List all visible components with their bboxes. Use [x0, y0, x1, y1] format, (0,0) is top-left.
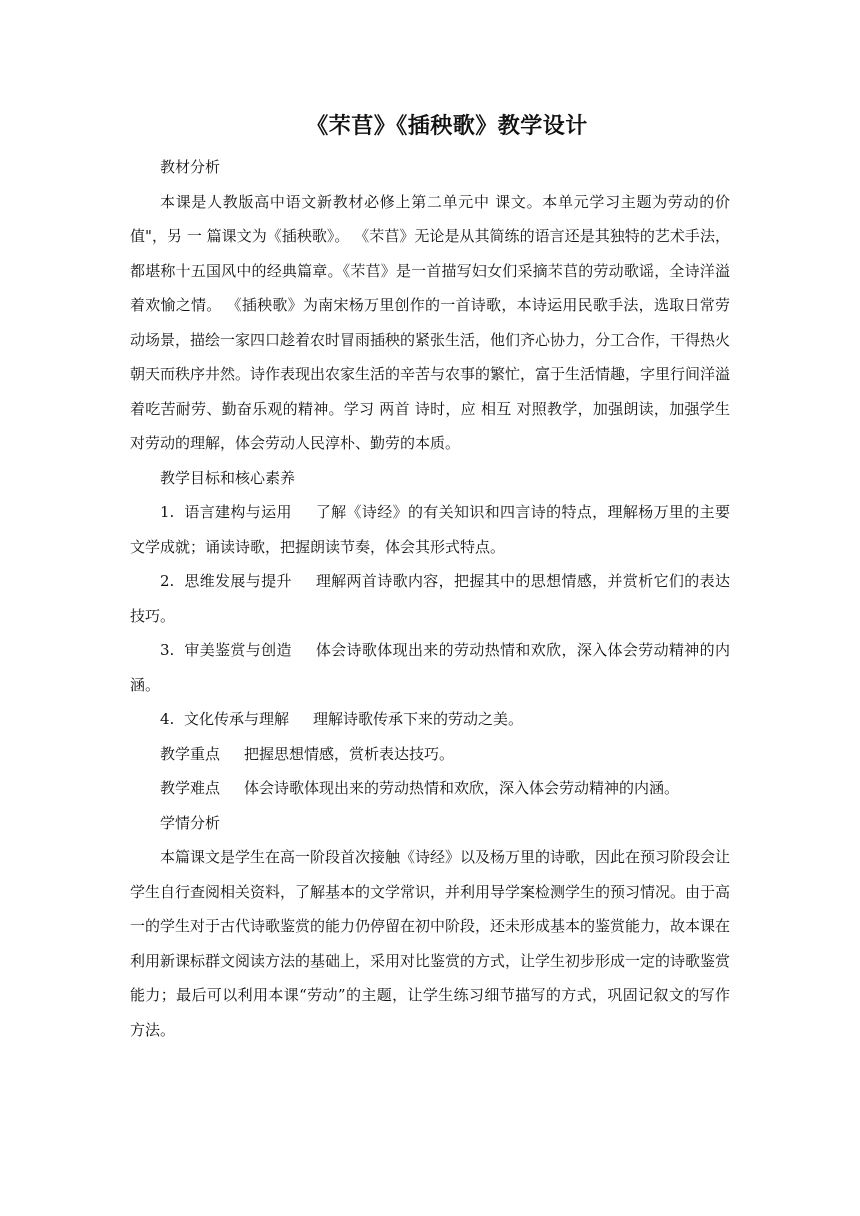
goal-item-3: [130, 633, 730, 702]
document-body: [130, 110, 730, 1047]
goal-item-2: [130, 564, 730, 633]
key-point: [130, 737, 730, 772]
goal-item-1: [130, 495, 730, 564]
goal-label: 审美鉴赏与创造: [184, 641, 292, 659]
goal-text: 理解两首诗歌内容，把握其中的思想情感，并赏析它们的表达技巧。: [130, 572, 730, 625]
goal-item-4: [130, 702, 730, 737]
goal-label: 文化传承与理解: [184, 710, 290, 728]
goal-label: 语言建构与运用: [184, 503, 292, 521]
paragraph-material: 本课是人教版高中语文新教材必修上第二单元中 课文。本单元学习主题为劳动的价值"，另 一 篇课文为《插秧歌》。 《芣苢》无论是从其简练的语言还是其独特的艺术手法，都堪称十五国风中的经典篇章。《芣苢》是一首描写妇女们采摘芣苢的劳动歌谣，全诗洋溢着欢愉之情。 《插秧歌》为南宋杨万里创作的一首诗歌，本诗运用民歌手法，选取日常劳动场景，描绘一家四口趁着农时冒雨插秧的紧张生活，他们齐心协力，分工合作，干得热火朝天而秩序井然。诗作表现出农家生活的辛苦与农事的繁忙，富于生活情趣，字里行间洋溢着吃苦耐劳、勤奋乐观的精神。学习 两首 诗时，应 相互 对照教学，加强朗读，加强学生对劳动的理解，体会劳动人民淳朴、勤劳的本质。: [130, 192, 731, 452]
paragraph-students: 本篇课文是学生在高一阶段首次接触《诗经》以及杨万里的诗歌，因此在预习阶段会让学生自行查阅相关资料，了解基本的文学常识，并利用导学案检测学生的预习情况。由于高一的学生对于古代诗歌鉴赏的能力仍停留在初中阶段，还未形成基本的鉴赏能力，故本课在利用新课标群文阅读方法的基础上，采用对比鉴赏的方式，让学生初步形成一定的诗歌鉴赏能力；最后可以利用本课“劳动”的主题，让学生练习细节描写的方式，巩固记叙文的写作方法。: [130, 848, 731, 1039]
goal-number: 2.: [160, 572, 175, 590]
goal-label: 思维发展与提升: [184, 572, 292, 590]
goal-text: 理解诗歌传承下来的劳动之美。: [313, 710, 524, 728]
section-heading-material: 教材分析: [160, 158, 221, 176]
goal-text: 体会诗歌体现出来的劳动热情和欢欣，深入体会劳动精神的内涵。: [130, 641, 730, 694]
section-heading-students: 学情分析: [160, 813, 221, 832]
key-point-text: 把握思想情感，赏析表达技巧。: [244, 744, 455, 763]
difficulty-text: 体会诗歌体现出来的劳动热情和欢欣，深入体会劳动精神的内涵。: [244, 779, 680, 797]
goal-number: 4.: [160, 710, 175, 728]
difficulty-label: 教学难点: [160, 779, 221, 797]
document-title: 《芣苢》《插秧歌》教学设计: [306, 113, 588, 139]
difficulty-point: [130, 771, 730, 806]
goal-text: 了解《诗经》的有关知识和四言诗的特点，理解杨万里的主要文学成就；诵读诗歌，把握朗读节奏，体会其形式特点。: [130, 503, 730, 556]
key-point-label: 教学重点: [160, 744, 221, 763]
goal-number: 1.: [160, 503, 175, 521]
goal-number: 3.: [160, 641, 175, 659]
section-heading-goals: 教学目标和核心素养: [160, 468, 296, 487]
